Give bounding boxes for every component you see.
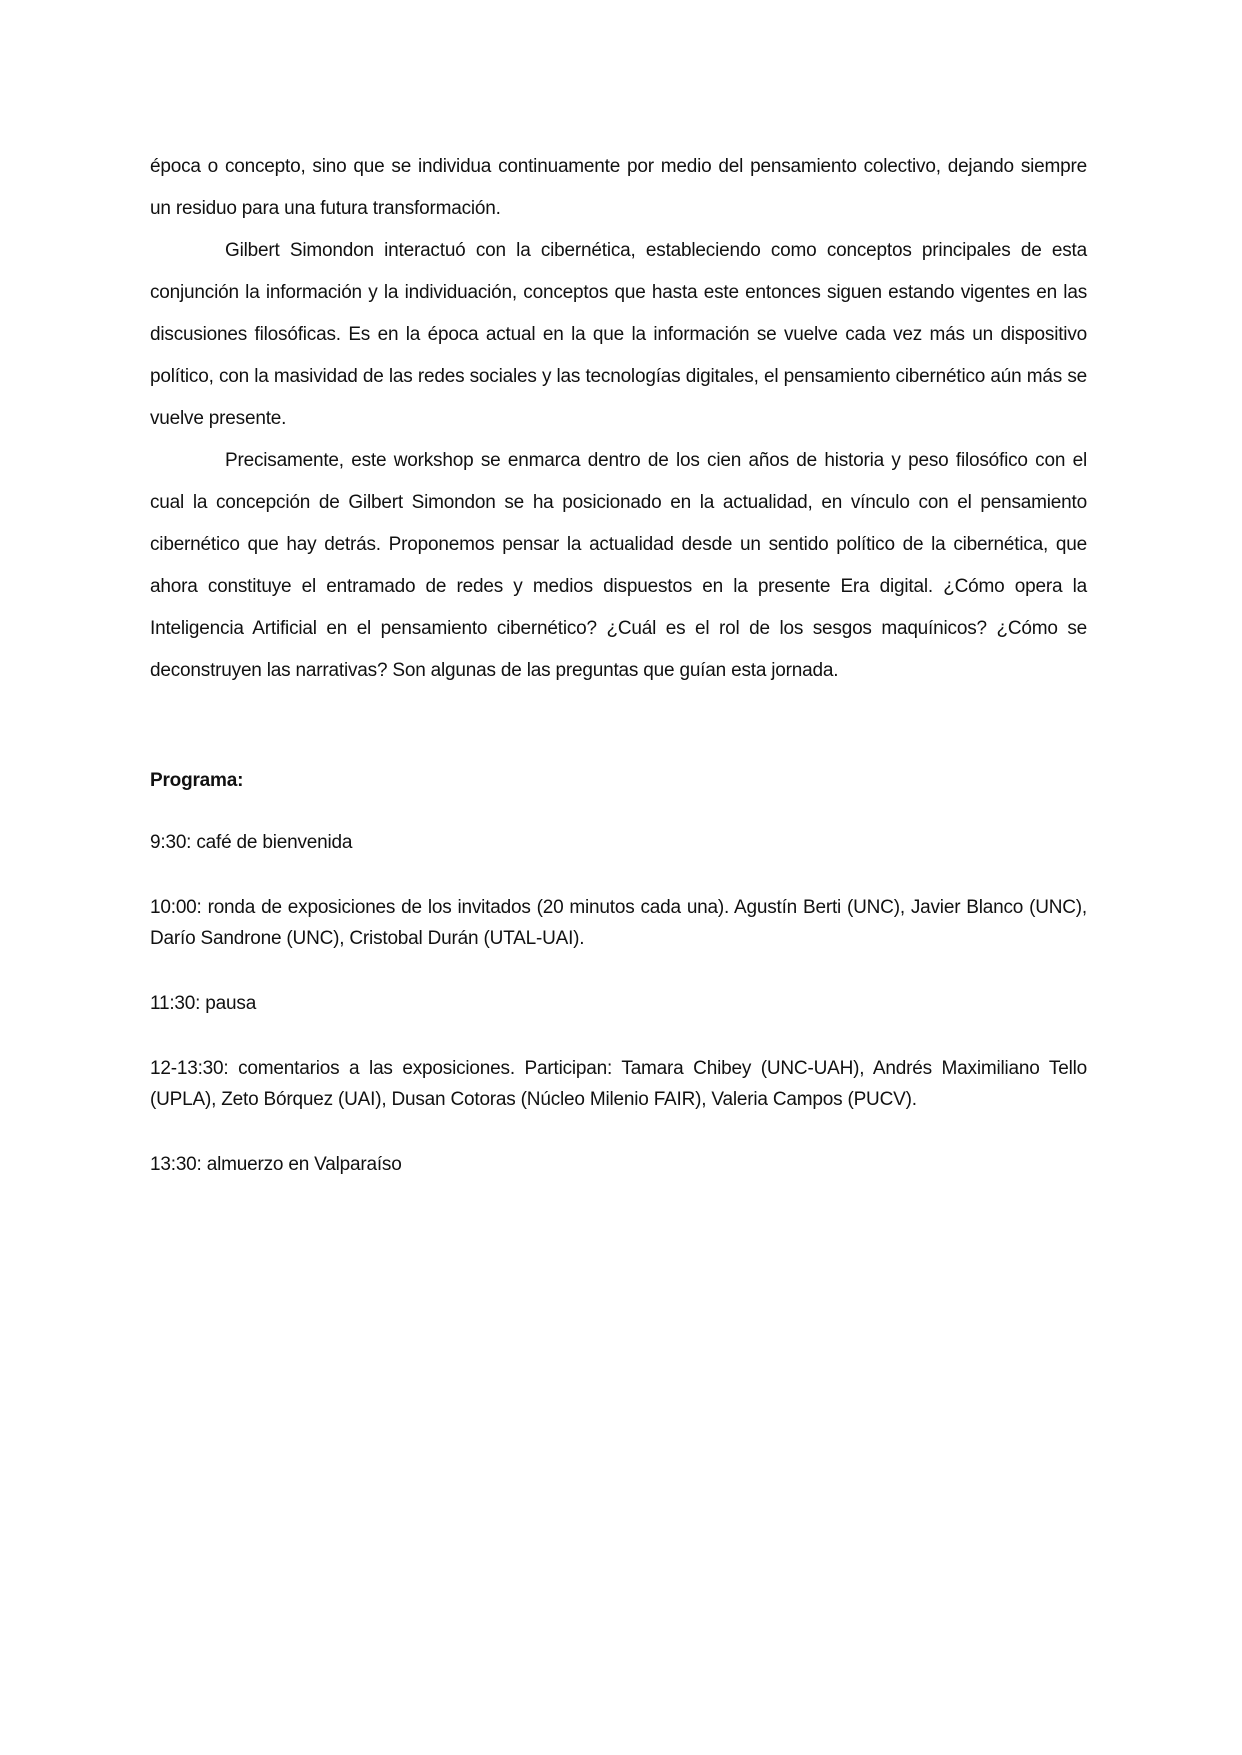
document-page xyxy=(150,146,1087,1175)
program-item: 9:30: café de bienvenida xyxy=(150,832,353,853)
program-item: 13:30: almuerzo en Valparaíso xyxy=(150,1154,402,1175)
paragraph-continuation: época o concepto, sino que se individua continuamente por medio del pensamiento colectivo, dejando siempre un residuo para una futura transformación. xyxy=(150,156,1087,219)
program-item: 10:00: ronda de exposiciones de los invitados (20 minutos cada una). Agustín Berti (UNC), Javier Blanco (UNC), Darío Sandrone (UNC), Cristobal Durán (UTAL-UAI). xyxy=(150,897,1087,949)
program-heading: Programa: xyxy=(150,770,244,791)
program-item: 12-13:30: comentarios a las exposiciones. Participan: Tamara Chibey (UNC-UAH), Andrés Maximiliano Tello (UPLA), Zeto Bórquez (UAI), Dusan Cotoras (Núcleo Milenio FAIR), Valeria Campos (PUCV). xyxy=(150,1058,1087,1110)
program-item: 11:30: pausa xyxy=(150,993,257,1014)
paragraph-simondon-cybernetics: Gilbert Simondon interactuó con la cibernética, estableciendo como conceptos principales de esta conjunción la información y la individuación, conceptos que hasta este entonces siguen estando vigentes en las discusiones filosóficas. Es en la época actual en la que la información se vuelve cada vez más un dispositivo político, con la masividad de las redes sociales y las tecnologías digitales, el pensamiento cibernético aún más se vuelve presente. xyxy=(150,240,1087,429)
paragraph-workshop-description: Precisamente, este workshop se enmarca dentro de los cien años de historia y peso filosófico con el cual la concepción de Gilbert Simondon se ha posicionado en la actualidad, en vínculo con el pensamiento cibernético que hay detrás. Proponemos pensar la actualidad desde un sentido político de la cibernética, que ahora constituye el entramado de redes y medios dispuestos en la presente Era digital. ¿Cómo opera la Inteligencia Artificial en el pensamiento cibernético? ¿Cuál es el rol de los sesgos maquínicos? ¿Cómo se deconstruyen las narrativas? Son algunas de las preguntas que guían esta jornada. xyxy=(150,450,1087,681)
